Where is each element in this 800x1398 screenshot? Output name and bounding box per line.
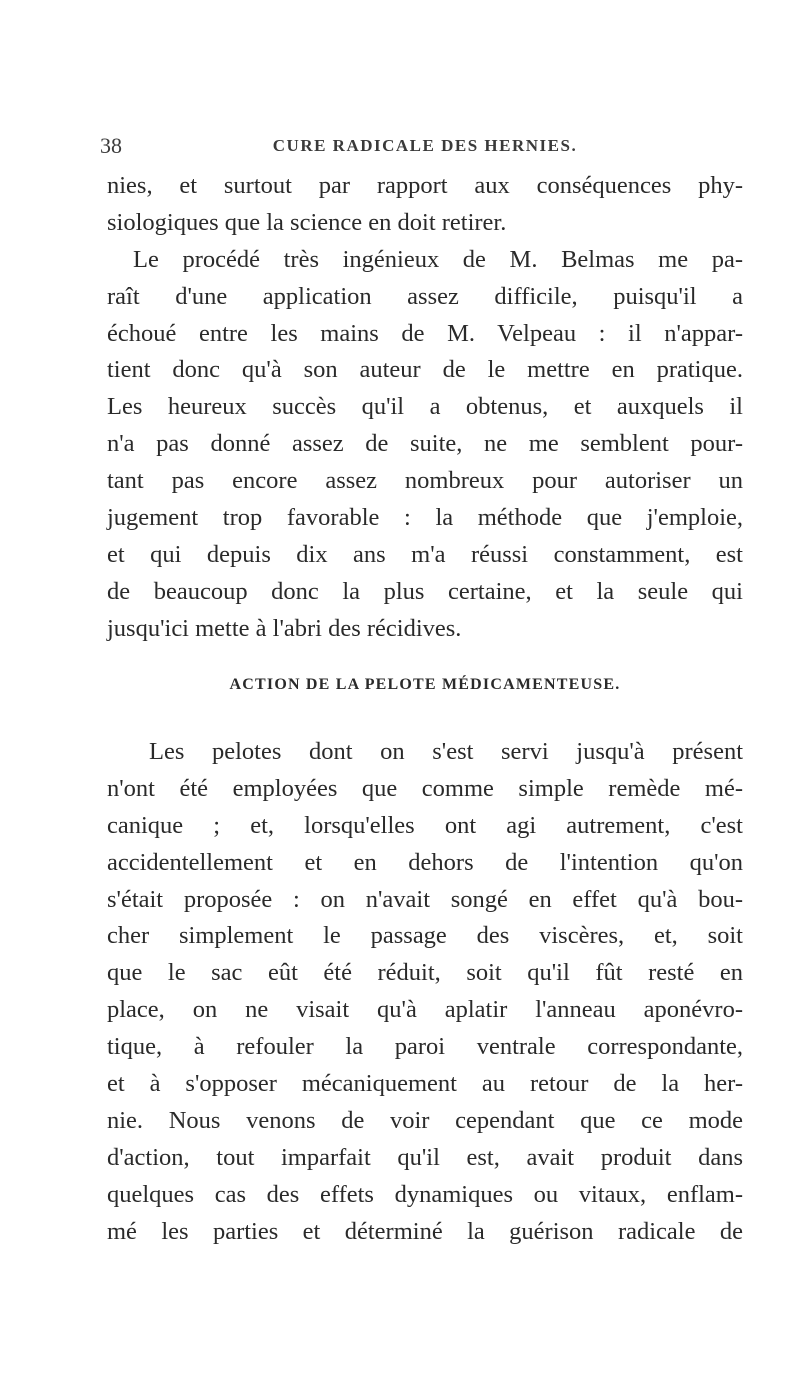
- text-line: s'était proposée : on n'avait songé en effet qu'à bou-: [107, 885, 743, 913]
- text-line: tient donc qu'à son auteur de le mettre en pratique.: [107, 356, 743, 384]
- text-line: d'action, tout imparfait qu'il est, avait produit dans: [107, 1143, 743, 1171]
- text-line: place, on ne visait qu'à aplatir l'anneau aponévro-: [107, 996, 743, 1024]
- text-line: cher simplement le passage des viscères, et, soit: [107, 922, 743, 950]
- section-title: ACTION DE LA PELOTE MÉDICAMENTEUSE.: [229, 676, 621, 693]
- running-title: CURE RADICALE DES HERNIES.: [272, 136, 578, 155]
- page-number: 38: [100, 133, 122, 158]
- text-line: siologiques que la science en doit retirer.: [107, 208, 507, 236]
- text-line: tique, à refouler la paroi ventrale correspondante,: [107, 1033, 743, 1061]
- text-line: mé les parties et déterminé la guérison radicale de: [107, 1217, 743, 1245]
- text-line: Les heureux succès qu'il a obtenus, et auxquels il: [107, 393, 743, 421]
- text-line: jusqu'ici mette à l'abri des récidives.: [107, 614, 462, 642]
- text-line: canique ; et, lorsqu'elles ont agi autrement, c'est: [107, 811, 743, 839]
- text-line: n'a pas donné assez de suite, ne me semblent pour-: [107, 430, 743, 458]
- text-line: accidentellement et en dehors de l'intention qu'on: [107, 848, 743, 876]
- text-line: et à s'opposer mécaniquement au retour de la her-: [107, 1070, 743, 1098]
- text-line: tant pas encore assez nombreux pour autoriser un: [107, 467, 743, 495]
- text-line: quelques cas des effets dynamiques ou vitaux, enflam-: [107, 1180, 743, 1208]
- text-line: nie. Nous venons de voir cependant que ce mode: [107, 1106, 743, 1134]
- text-line: de beaucoup donc la plus certaine, et la seule qui: [107, 577, 743, 605]
- text-line: Les pelotes dont on s'est servi jusqu'à présent: [149, 738, 743, 765]
- page-header: [100, 133, 750, 163]
- text-line: et qui depuis dix ans m'a réussi constamment, est: [107, 540, 743, 568]
- text-line: n'ont été employées que comme simple remède mé-: [107, 774, 743, 802]
- text-line: jugement trop favorable : la méthode que j'emploie,: [107, 504, 743, 532]
- text-line: échoué entre les mains de M. Velpeau : il n'appar-: [107, 319, 743, 347]
- text-line: Le procédé très ingénieux de M. Belmas me pa-: [133, 245, 743, 273]
- text-line: nies, et surtout par rapport aux conséquences phy-: [107, 172, 743, 199]
- text-line: que le sac eût été réduit, soit qu'il fût resté en: [107, 959, 743, 987]
- text-line: raît d'une application assez difficile, puisqu'il a: [107, 282, 743, 310]
- paragraph: [107, 734, 743, 1250]
- paragraph-continuation: [107, 168, 743, 648]
